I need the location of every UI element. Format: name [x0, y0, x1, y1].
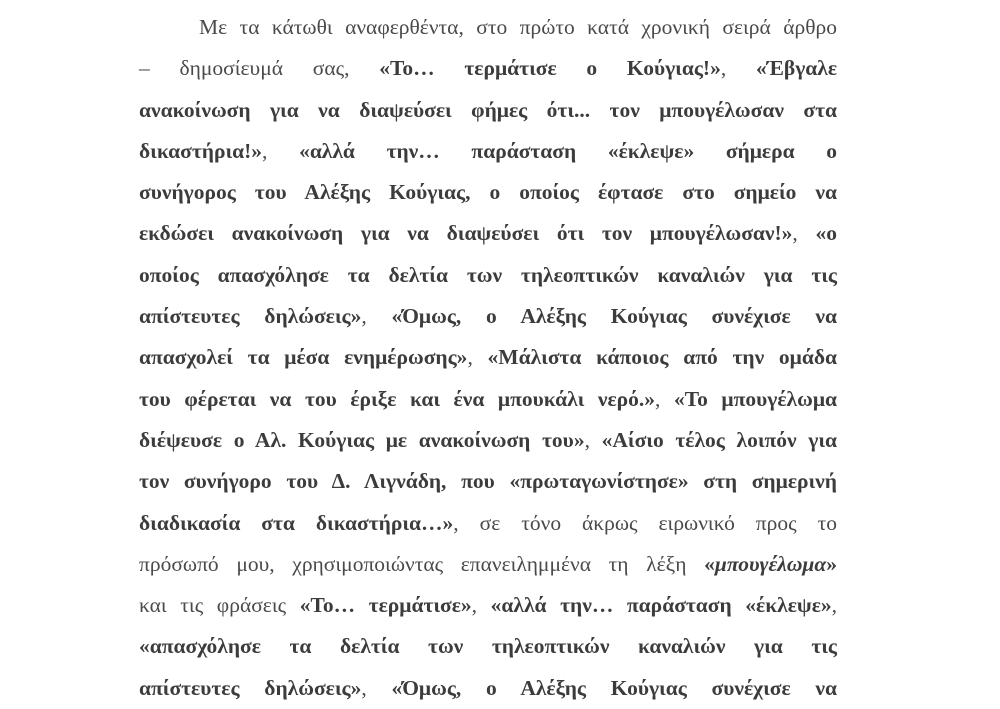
text-run: τον συνήγορο του Δ. Λιγνάδη, που «πρωταγωνίστησε» στη σημερινή [139, 469, 837, 494]
text-run: » [826, 551, 837, 576]
text-run: πρόσωπό μου, χρησιμοποιώντας επανειλημμένα τη λέξη [139, 551, 705, 576]
text-run: «αλλά την… παράσταση «έκλεψε» [490, 593, 832, 618]
text-run: οποίος απασχόλησε τα δελτία των τηλεοπτικών καναλιών για τις [139, 262, 837, 287]
text-run: «αλλά την… παράσταση «έκλεψε» σήμερα ο [299, 138, 837, 163]
text-run: , [720, 56, 756, 81]
text-run: « [704, 551, 715, 576]
text-run: , [471, 593, 491, 618]
body-paragraph [139, 7, 837, 709]
text-line [139, 7, 837, 48]
text-line [139, 420, 837, 461]
text-line [139, 461, 837, 502]
text-run: δικαστήρια!» [139, 138, 263, 163]
text-line [139, 90, 837, 131]
text-run: ανακοίνωση για να διαψεύσει φήμες ότι... τον μπουγέλωσαν στα [139, 97, 837, 122]
text-run: απίστευτες δηλώσεις» [139, 304, 362, 329]
text-run: , [361, 675, 392, 700]
text-run: , [584, 427, 602, 452]
text-line [139, 503, 837, 544]
text-run: «Το μπουγέλωμα [673, 386, 838, 411]
text-line [139, 585, 837, 626]
text-run: συνήγορος του Αλέξης Κούγιας, ο οποίος έφτασε στο σημείο να [139, 180, 837, 205]
text-run: διαδικασία στα δικαστήρια…» [139, 510, 454, 535]
text-run: , [467, 345, 488, 370]
text-line [139, 213, 837, 254]
text-run: «Αίσιο τέλος λοιπόν για [601, 427, 838, 452]
text-line [139, 131, 837, 172]
text-line [139, 48, 837, 89]
text-run: – δημοσίευμά σας, [139, 56, 380, 81]
text-run: εκδώσει ανακοίνωση για να διαψεύσει ότι τον μπουγέλωσαν!» [139, 221, 793, 246]
text-run: απασχολεί τα μέσα ενημέρωσης» [139, 345, 468, 370]
text-line [139, 668, 837, 709]
text-line [139, 337, 837, 378]
text-run: «Το… τερμάτισε» [299, 593, 472, 618]
text-line [139, 544, 837, 585]
text-line [139, 172, 837, 213]
text-run: «Όμως, ο Αλέξης Κούγιας συνέχισε να [391, 675, 837, 700]
text-run: , σε τόνο άκρως ειρωνικό προς το [453, 510, 837, 535]
text-run: απίστευτες δηλώσεις» [139, 675, 362, 700]
text-run: «Έβγαλε [755, 56, 838, 81]
text-run: «ο [815, 221, 837, 246]
text-run: , [831, 593, 838, 618]
text-run: «Το… τερμάτισε ο Κούγιας!» [379, 56, 721, 81]
text-run: «Μάλιστα κάποιος από την ομάδα [487, 345, 838, 370]
text-run: , [655, 386, 674, 411]
text-run: και τις φράσεις [139, 593, 300, 618]
text-run: «Όμως, ο Αλέξης Κούγιας συνέχισε να [391, 304, 837, 329]
text-run: Με τα κάτωθι αναφερθέντα, στο πρώτο κατά χρονική σειρά άρθρο [199, 15, 837, 39]
text-line [139, 296, 837, 337]
text-run: του φέρεται να του έριξε και ένα μπουκάλι νερό.» [139, 386, 656, 411]
text-line [139, 379, 837, 420]
text-run: , [361, 304, 392, 329]
text-line [139, 626, 837, 667]
text-run: «απασχόλησε τα δελτία των τηλεοπτικών καναλιών για τις [139, 634, 837, 659]
text-run: μπουγέλωμα [714, 551, 827, 576]
text-line [139, 255, 837, 296]
text-run: , [262, 138, 300, 163]
text-run: διέψευσε ο Αλ. Κούγιας με ανακοίνωση του» [139, 427, 585, 452]
text-run: , [792, 221, 816, 246]
